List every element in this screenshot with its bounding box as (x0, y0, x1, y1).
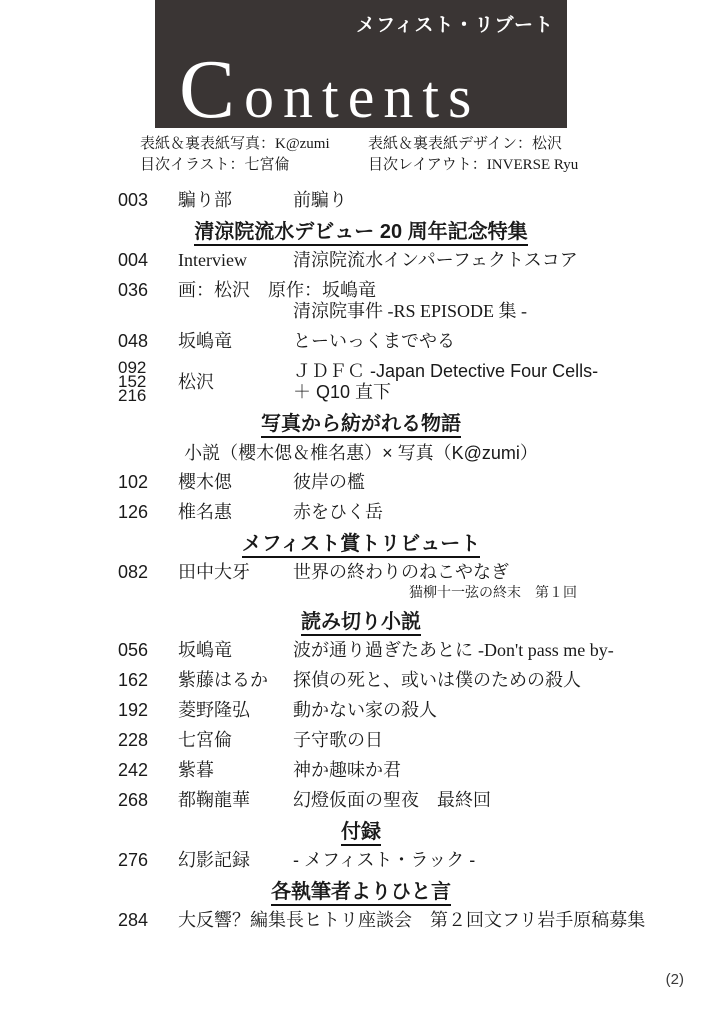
entry-author: 七宮倫 (178, 730, 232, 750)
entry-page-number: 228 (118, 730, 149, 750)
entry-title: 動かない家の殺人 (293, 700, 437, 720)
entry-title-jp: 波が通り過ぎたあとに (293, 640, 478, 660)
entry-page-number: 152 (118, 372, 147, 391)
entry-author: 菱野隆弘 (178, 700, 250, 720)
entry-page-number: 048 (118, 331, 149, 351)
entry-author: 騙り部 (178, 190, 232, 210)
entry-title: とーいっくまでやる (293, 331, 455, 351)
entry-title: 清涼院流水インパーフェクトスコア (293, 250, 578, 270)
credit-line-toc-illustration: 目次イラスト：七宮倫 (140, 157, 290, 173)
toc-entry (0, 640, 722, 661)
entry-page-number: 242 (118, 760, 149, 780)
entry-author: 松沢 (178, 371, 214, 392)
toc-entry (0, 730, 722, 751)
entry-title: 前騙り (293, 190, 347, 210)
entry-title: - メフィスト・ラック - (293, 850, 476, 870)
toc-entry (0, 280, 722, 322)
entry-page-number: 126 (118, 502, 149, 522)
entry-author: 画：松沢 原作：坂嶋竜 (178, 280, 376, 300)
credit-line-toc-layout: 目次レイアウト：INVERSE Ryu (368, 157, 579, 173)
entry-title: 大反響？編集長ヒトリ座談会 第２回文フリ岩手原稿募集 (178, 910, 646, 930)
entry-title (293, 361, 722, 403)
entry-author: 坂嶋竜 (178, 331, 232, 351)
page-number: (2) (665, 971, 684, 988)
section-heading-text: 読み切り小説 (301, 611, 421, 636)
entry-title: 赤をひく岳 (293, 502, 383, 522)
entry-author: 都鞠龍華 (178, 790, 250, 810)
entry-title: 清涼院事件 -RS EPISODE 集 - (293, 301, 528, 321)
entry-page-number: 216 (118, 386, 147, 405)
section-heading-text: 写真から紡がれる物語 (261, 413, 461, 438)
section-heading-contributors (0, 880, 722, 904)
credits-left (140, 134, 330, 176)
entry-title (293, 562, 722, 601)
section-heading-mephisto-tribute (0, 532, 722, 556)
magazine-title: メフィスト・リブート (356, 15, 554, 36)
entry-author: 紫暮 (178, 760, 214, 780)
toc-entry (0, 472, 722, 493)
section-heading-oneshot-novels (0, 610, 722, 634)
entry-page-number: 082 (118, 562, 149, 582)
entry-title: 彼岸の檻 (293, 472, 365, 492)
toc-entry (0, 670, 722, 691)
section-heading-text: 清涼院流水デビュー 20 周年記念特集 (194, 221, 527, 246)
credit-line-cover-photo: 表紙＆裏表紙写真：K@zumi (140, 136, 330, 152)
toc-entry (0, 850, 722, 871)
entry-page-number: 092 (118, 358, 147, 377)
entry-author: 幻影記録 (178, 850, 250, 870)
entry-page-number: 268 (118, 790, 149, 810)
entry-author: 櫻木偲 (178, 472, 232, 492)
entry-title-note: 猫柳十一弦の終末 第１回 (409, 584, 577, 600)
entry-body (178, 280, 722, 322)
entry-author: 坂嶋竜 (178, 640, 232, 660)
entry-page-number: 276 (118, 850, 149, 870)
entry-author: Interview (178, 250, 247, 270)
entry-author: 田中大牙 (178, 562, 250, 582)
entry-title: 神か趣味か君 (293, 760, 401, 780)
section-heading-anniversary (0, 220, 722, 244)
entry-title-en: -Don't pass me by- (478, 640, 614, 660)
entry-page-number: 102 (118, 472, 149, 492)
toc-entry (0, 250, 722, 271)
toc-entry (0, 502, 722, 523)
entry-page-number: 004 (118, 250, 149, 270)
toc-entry (0, 331, 722, 352)
entry-author: 紫藤はるか (178, 670, 268, 690)
entry-title-line1: 世界の終わりのねこやなぎ (293, 562, 509, 582)
toc-entry (0, 190, 722, 211)
entry-title: 幻燈仮面の聖夜 最終回 (293, 790, 491, 810)
header-banner (155, 0, 567, 136)
entry-page-number: 056 (118, 640, 149, 660)
section-heading-text: メフィスト賞トリビュート (242, 533, 480, 558)
entry-page-number: 192 (118, 700, 149, 720)
entry-title-line1: ＪＤＦＣ -Japan Detective Four Cells- (293, 361, 599, 381)
toc-entry (0, 358, 722, 405)
section-heading-text: 各執筆者よりひと言 (271, 881, 451, 906)
contents-heading: Contents (179, 43, 481, 136)
section-heading-appendix (0, 820, 722, 844)
entry-page-number: 036 (118, 280, 149, 300)
section-subtitle: 小説（櫻木偲＆椎名惠）× 写真（K@zumi） (184, 443, 538, 463)
toc-entry (0, 700, 722, 721)
entry-page-number: 162 (118, 670, 149, 690)
entry-title: 子守歌の日 (293, 730, 383, 750)
toc-entry (0, 910, 722, 931)
credits-right (368, 134, 578, 176)
toc-entry (0, 562, 722, 601)
toc-list (0, 190, 722, 940)
entry-page-number: 284 (118, 910, 149, 930)
entry-author: 椎名惠 (178, 502, 232, 522)
entry-title (293, 640, 722, 661)
credit-line-cover-design: 表紙＆裏表紙デザイン：松沢 (368, 136, 562, 152)
entry-title-line2: ＋ Q10 直下 (293, 382, 392, 402)
section-heading-text: 付録 (341, 821, 381, 846)
entry-title: 探偵の死と、或いは僕のための殺人 (293, 670, 581, 690)
section-heading-photo-stories (0, 412, 722, 436)
toc-entry (0, 790, 722, 811)
toc-entry (0, 760, 722, 781)
entry-page-numbers (118, 358, 178, 405)
entry-page-number: 003 (118, 190, 149, 210)
